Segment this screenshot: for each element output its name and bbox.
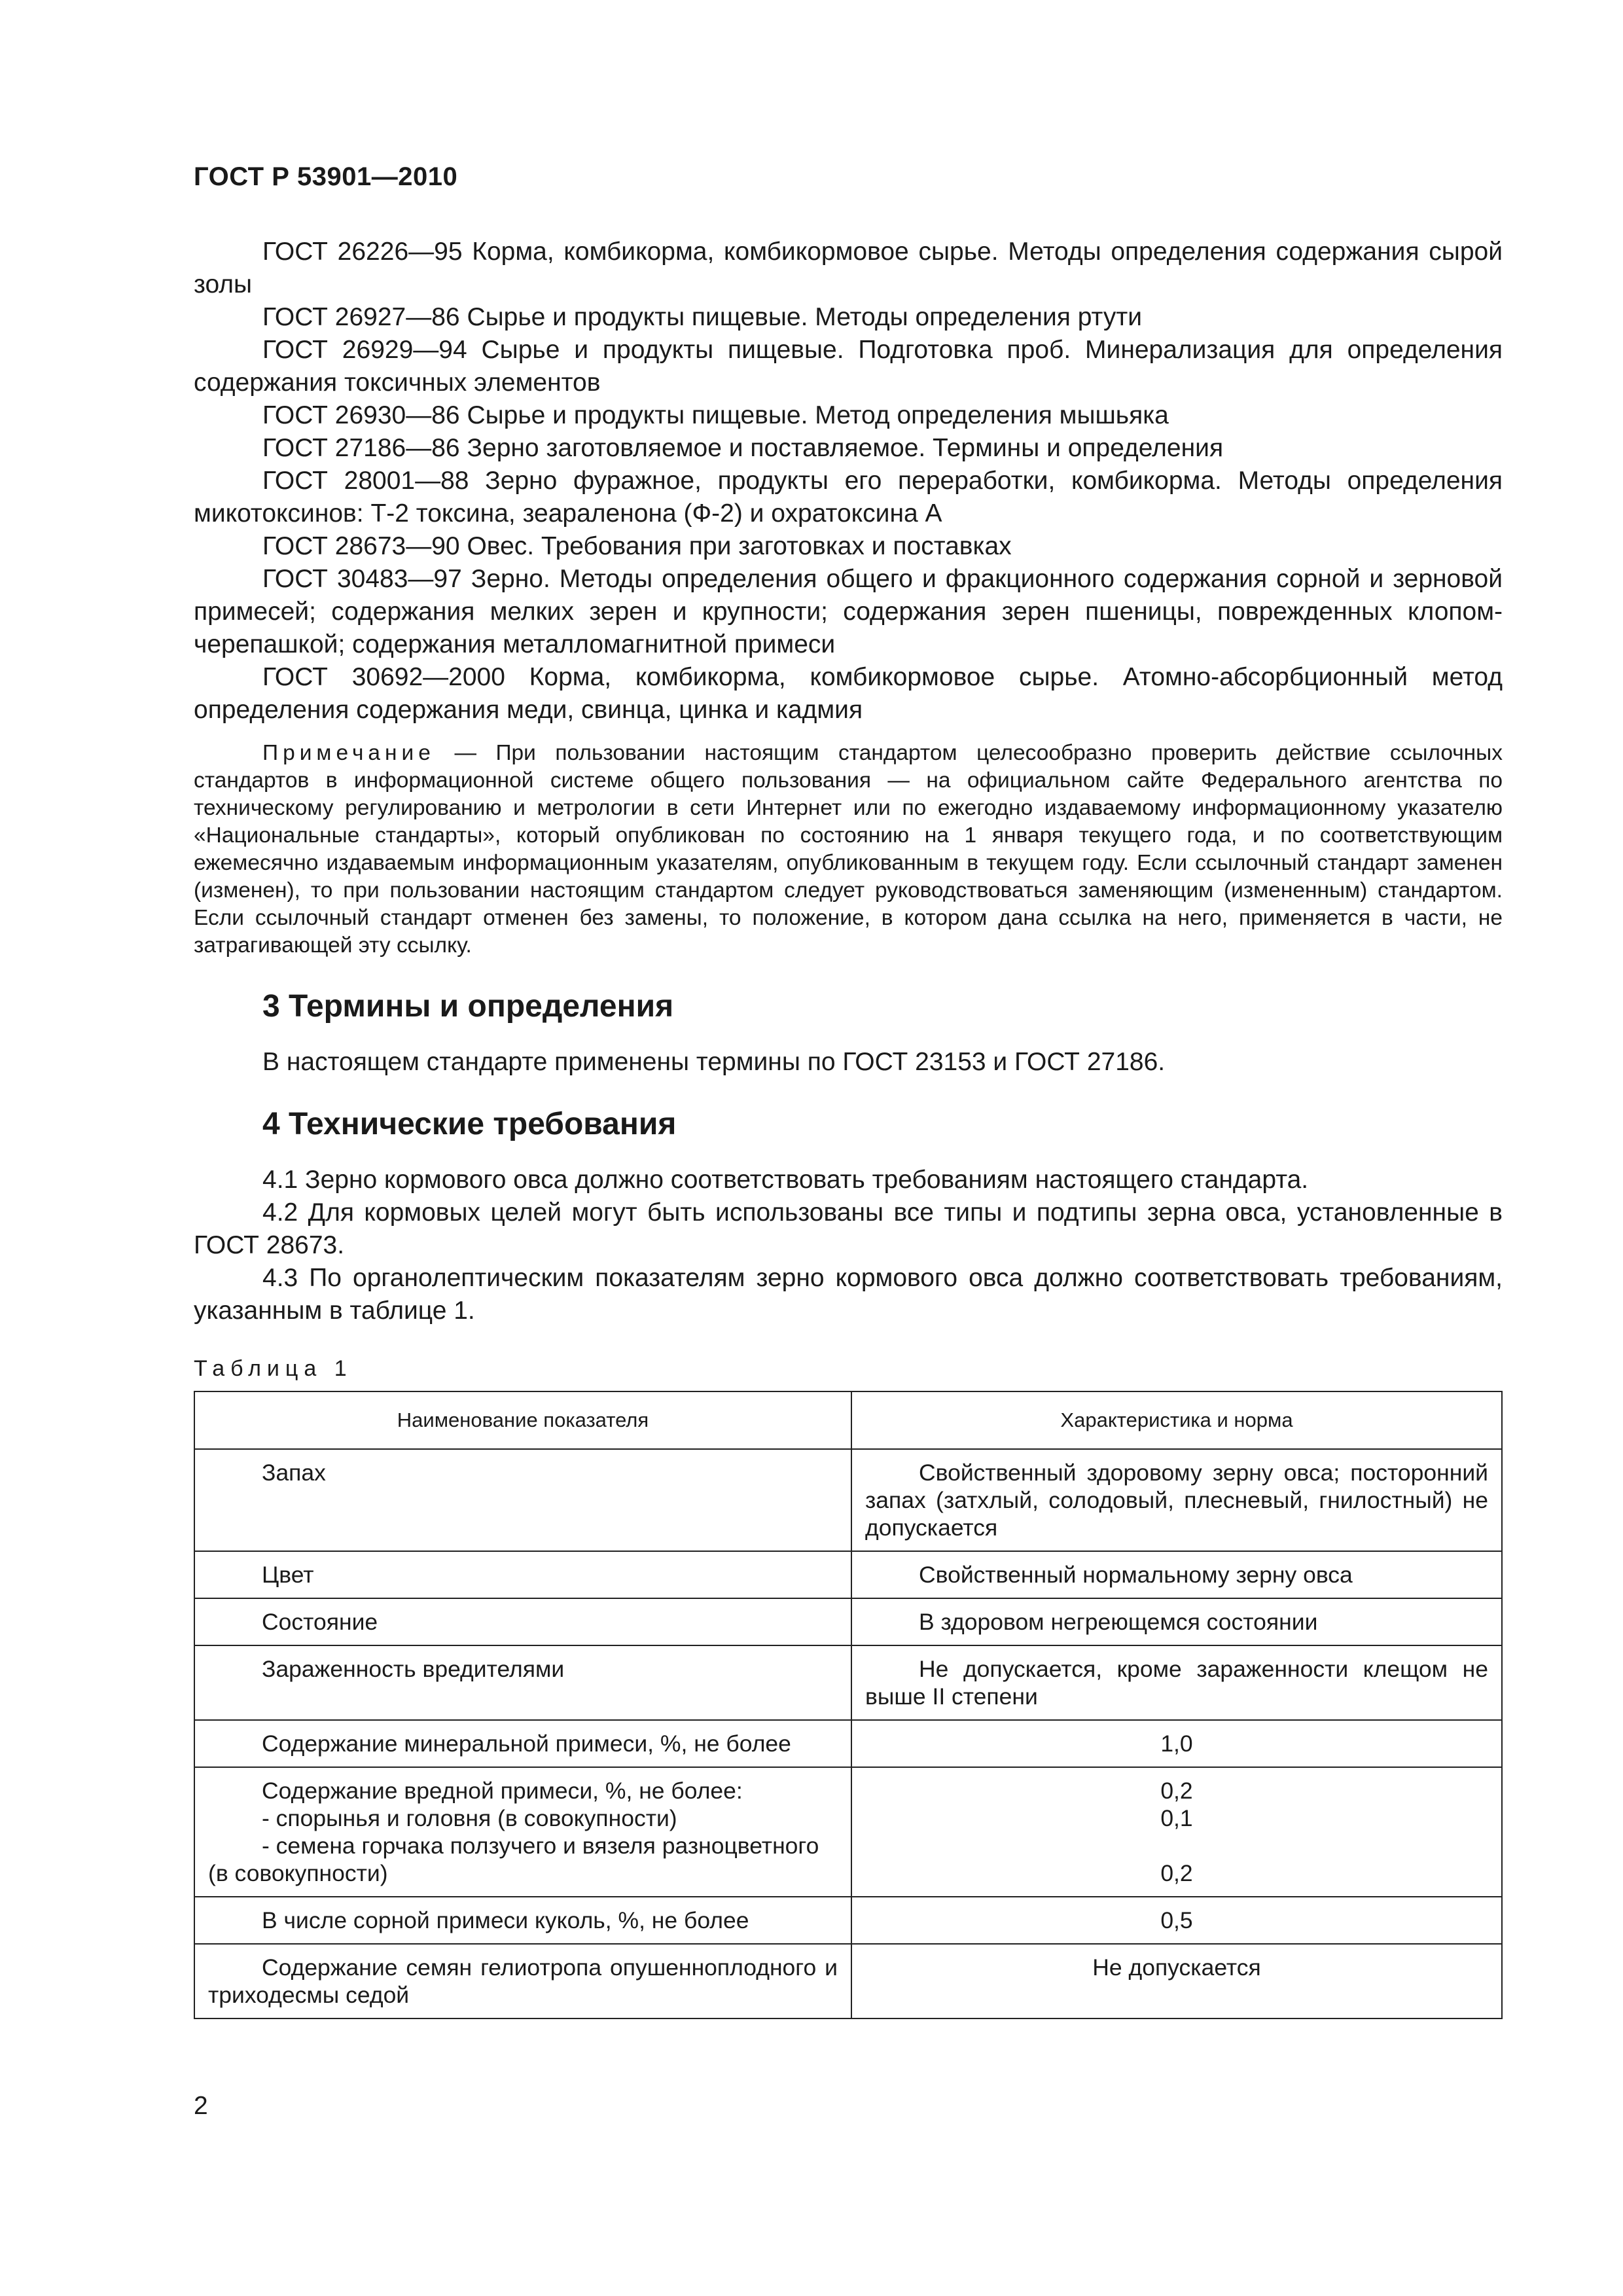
indicator-value: Не допускается [851, 1944, 1502, 2018]
reference-item: ГОСТ 26927—86 Сырье и продукты пищевые. Методы определения ртути [262, 303, 1142, 331]
indicator-name: Состояние [194, 1598, 851, 1645]
note-label: Примечание [262, 741, 435, 765]
indicator-name [194, 1767, 851, 1897]
note-paragraph [194, 740, 1503, 960]
page-number: 2 [194, 2092, 208, 2120]
indicator-value: Свойственный здоровому зерну овса; посторонний запах (затхлый, солодовый, плесневый, гнилостный) не допускается [851, 1449, 1502, 1551]
column-header-characteristic: Характеристика и норма [851, 1391, 1502, 1449]
indicator-name: Цвет [194, 1551, 851, 1598]
note-text: — При пользовании настоящим стандартом целесообразно проверить действие ссылочных стандартов в информационной системе общего пользования — на официальном сайте Федерального агентства по техническому регулированию и метрологии в сети Интернет или по ежегодно издаваемому информационному указателю «Национальные стандарты», который опубликован по состоянию на 1 января текущего года, и по соответствующим ежемесячно издаваемым информационным указателям, опубликованным в текущем году. Если ссылочный стандарт заменен (изменен), то при пользовании настоящим стандартом следует руководствоваться заменяющим (измененным) стандартом. Если ссылочный стандарт отменен без замены, то положение, в котором дана ссылка на него, применяется в части, не затрагивающей эту ссылку. [194, 741, 1503, 958]
indicator-name: Зараженность вредителями [194, 1645, 851, 1720]
table-caption: Таблица 1 [194, 1356, 353, 1381]
table-row [194, 1551, 1502, 1598]
indicator-value: 0,5 [851, 1897, 1502, 1944]
reference-item: ГОСТ 28001—88 Зерно фуражное, продукты его переработки, комбикорма. Методы определения микотоксинов: Т-2 токсина, зеараленона (Ф-2) и охратоксина А [194, 467, 1503, 528]
reference-item: ГОСТ 26930—86 Сырье и продукты пищевые. Метод определения мышьяка [262, 401, 1169, 429]
indicator-name: В числе сорной примеси куколь, %, не более [194, 1897, 851, 1944]
table-row [194, 1944, 1502, 2018]
indicator-value-main: 0,2 [1160, 1778, 1193, 1804]
reference-item: ГОСТ 27186—86 Зерно заготовляемое и поставляемое. Термины и определения [262, 434, 1224, 462]
indicator-value: 1,0 [851, 1720, 1502, 1767]
table-row [194, 1897, 1502, 1944]
table-row [194, 1645, 1502, 1720]
requirements-table [194, 1391, 1503, 2019]
reference-item: ГОСТ 26226—95 Корма, комбикорма, комбикормовое сырье. Методы определения содержания сырой золы [194, 238, 1503, 298]
indicator-value [851, 1767, 1502, 1897]
indicator-name: Содержание семян гелиотропа опушенноплодного и триходесмы седой [194, 1944, 851, 2018]
indicator-name-sub-cont: (в совокупности) [208, 1860, 388, 1886]
column-header-name: Наименование показателя [194, 1391, 851, 1449]
reference-item: ГОСТ 26929—94 Сырье и продукты пищевые. Подготовка проб. Минерализация для определения содержания токсичных элементов [194, 336, 1503, 397]
indicator-name-sub: - семена горчака ползучего и вязеля разноцветного [262, 1833, 819, 1859]
indicator-name: Запах [194, 1449, 851, 1551]
indicator-value: В здоровом негреющемся состоянии [851, 1598, 1502, 1645]
section-3-title: 3 Термины и определения [262, 989, 674, 1024]
section-3-text: В настоящем стандарте применены термины по ГОСТ 23153 и ГОСТ 27186. [262, 1048, 1166, 1076]
indicator-value-sub: 0,2 [1160, 1860, 1193, 1886]
table-row [194, 1720, 1502, 1767]
indicator-value: Не допускается, кроме зараженности клещом не выше II степени [851, 1645, 1502, 1720]
indicator-name-main: Содержание вредной примеси, %, не более: [262, 1778, 743, 1804]
indicator-name: Содержание минеральной примеси, %, не более [194, 1720, 851, 1767]
section-4-paragraph: 4.3 По органолептическим показателям зерно кормового овса должно соответствовать требованиям, указанным в таблице 1. [194, 1264, 1503, 1325]
section-4-body [194, 1164, 1503, 1327]
indicator-value: Свойственный нормальному зерну овса [851, 1551, 1502, 1598]
page-header: ГОСТ Р 53901—2010 [194, 162, 458, 191]
indicator-name-sub: - спорынья и головня (в совокупности) [262, 1805, 677, 1831]
section-4-title: 4 Технические требования [262, 1107, 677, 1141]
reference-item: ГОСТ 30483—97 Зерно. Методы определения общего и фракционного содержания сорной и зерновой примесей; содержания мелких зерен и крупности; содержания зерен пшеницы, поврежденных клопом-черепашкой; содержания металломагнитной примеси [194, 565, 1503, 658]
indicator-value-sub: 0,1 [1160, 1805, 1193, 1831]
table-row [194, 1767, 1502, 1897]
reference-item: ГОСТ 30692—2000 Корма, комбикорма, комбикормовое сырье. Атомно-абсорбционный метод определения содержания меди, свинца, цинка и кадмия [194, 663, 1503, 724]
table-header-row [194, 1391, 1502, 1449]
reference-list [194, 236, 1503, 726]
section-4-paragraph: 4.2 Для кормовых целей могут быть использованы все типы и подтипы зерна овса, установленные в ГОСТ 28673. [194, 1198, 1503, 1259]
section-4-paragraph: 4.1 Зерно кормового овса должно соответствовать требованиям настоящего стандарта. [262, 1166, 1309, 1194]
reference-item: ГОСТ 28673—90 Овес. Требования при заготовках и поставках [262, 532, 1012, 560]
table-row [194, 1449, 1502, 1551]
table-row [194, 1598, 1502, 1645]
indicator-value-spacer [865, 1832, 1488, 1859]
